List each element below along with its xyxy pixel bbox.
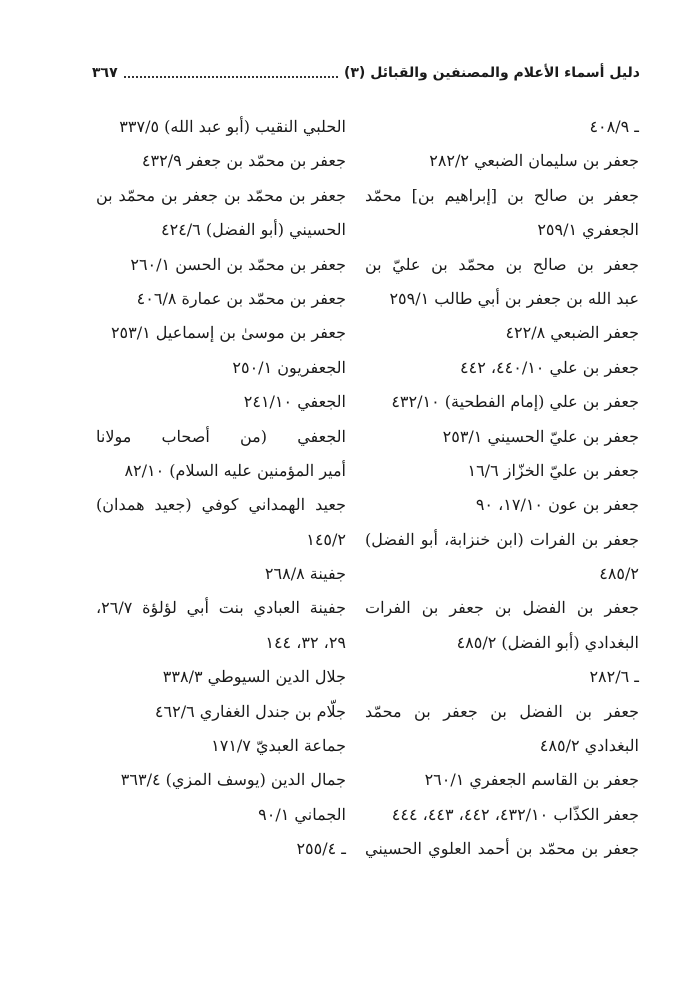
index-column-left (96, 110, 346, 867)
index-entry-line: جعفر بن موسىٰ بن إسماعيل ٢٥٣/١ (110, 323, 346, 343)
index-entry-line: جعفر بن عون ١٧/١٠، ٩٠ (475, 495, 639, 515)
index-entry-line: جمال الدين (يوسف المزي) ٣٦٣/٤ (120, 770, 346, 790)
index-column-right (365, 110, 639, 867)
index-entry-line: جعفر بن محمّد بن الحسن ٢٦٠/١ (130, 254, 346, 274)
running-header (92, 60, 640, 86)
index-entry-line: ٤٨٥/٢ (599, 564, 639, 584)
page-number: ٣٦٧ (92, 65, 118, 81)
index-entry-line: جعفر بن الفضل بن جعفر بن محمّد (365, 701, 639, 721)
index-entry-line: جفينة العبادي بنت أبي لؤلؤة ٢٦/٧، (96, 598, 346, 618)
index-entry-line: البغدادي ٤٨٥/٢ (539, 736, 639, 756)
header-title: دليل أسماء الأعلام والمصنفين والقبائل (٣) (343, 65, 640, 81)
index-entry-line: عبد الله بن جعفر بن أبي طالب ٢٥٩/١ (389, 288, 639, 308)
index-entry-line: جعفر بن الفرات (ابن خنزابة، أبو الفضل) (365, 529, 639, 549)
index-entry-line: جعفر بن محمّد بن عمارة ٤٠٦/٨ (136, 288, 346, 308)
index-entry-line: جعفر بن عليّ الخزّاز ١٦/٦ (467, 460, 639, 480)
index-entry-line: جعفر بن سليمان الضبعي ٢٨٢/٢ (429, 151, 639, 171)
index-entry-line: جعفر بن محمّد بن جعفر بن محمّد بن (96, 185, 346, 205)
index-entry-line: ٢٩، ٣٢، ١٤٤ (265, 632, 346, 652)
index-entry-line: جعفر بن القاسم الجعفري ٢٦٠/١ (424, 770, 639, 790)
index-entry-line: جلّام بن جندل الغفاري ٤٦٢/٦ (154, 701, 346, 721)
index-entry-line: جعفر بن صالح بن محمّد بن عليّ بن (365, 254, 639, 274)
index-entry-line: الحسيني (أبو الفضل) ٤٢٤/٦ (161, 220, 346, 240)
index-entry-line: أمير المؤمنين عليه السلام) ٨٢/١٠ (124, 460, 346, 480)
index-entry-line: البغدادي (أبو الفضل) ٤٨٥/٢ (456, 632, 639, 652)
index-entry-line: جعفر بن محمّد بن جعفر ٤٣٢/٩ (141, 151, 346, 171)
index-entry-line: الحلبي النقيب (أبو عبد الله) ٣٣٧/٥ (119, 117, 346, 136)
index-entry-line: الجعفري ٢٥٩/١ (537, 220, 639, 240)
index-entry-line: جعفر بن صالح بن [إبراهيم بن] محمّد (365, 185, 639, 205)
index-entry-line: جعفر بن محمّد بن أحمد العلوي الحسيني (365, 839, 639, 859)
index-entry-line: جلال الدين السيوطي ٣٣٨/٣ (162, 667, 346, 687)
index-entry-line: ـ ٢٥٥/٤ (296, 839, 346, 859)
index-entry-line: جعفر بن علي ٤٤٠/١٠، ٤٤٢ (460, 357, 639, 377)
index-entry-line: جعفر الضبعي ٤٢٢/٨ (505, 323, 639, 343)
index-entry-line: ١٤٥/٢ (306, 529, 346, 549)
index-entry-line: الجماني ٩٠/١ (258, 804, 346, 824)
index-entry-line: جعفر الكذّاب ٤٣٢/١٠، ٤٤٢، ٤٤٣، ٤٤٤ (391, 804, 639, 824)
index-entry-line: جعفر بن الفضل بن جعفر بن الفرات (365, 598, 639, 618)
index-entry-line: جماعة العبديّ ١٧١/٧ (211, 736, 346, 756)
index-entry-line: الجعفي (من أصحاب مولانا (96, 426, 346, 446)
index-entry-line: ـ ٤٠٨/٩ (589, 117, 639, 136)
index-entry-line: الجعفي ٢٤١/١٠ (243, 392, 346, 412)
index-entry-line: جعفر بن علي (إمام الفطحية) ٤٣٢/١٠ (391, 392, 639, 412)
index-entry-line: جعيد الهمداني كوفي (جعيد همدان) (96, 495, 346, 515)
dotted-leader (124, 76, 338, 78)
index-entry-line: جعفر بن عليّ الحسيني ٢٥٣/١ (442, 426, 639, 446)
index-entry-line: الجعفريون ٢٥٠/١ (232, 357, 346, 377)
index-entry-line: جفينة ٢٦٨/٨ (264, 564, 346, 584)
index-entry-line: ـ ٢٨٢/٦ (589, 667, 639, 687)
